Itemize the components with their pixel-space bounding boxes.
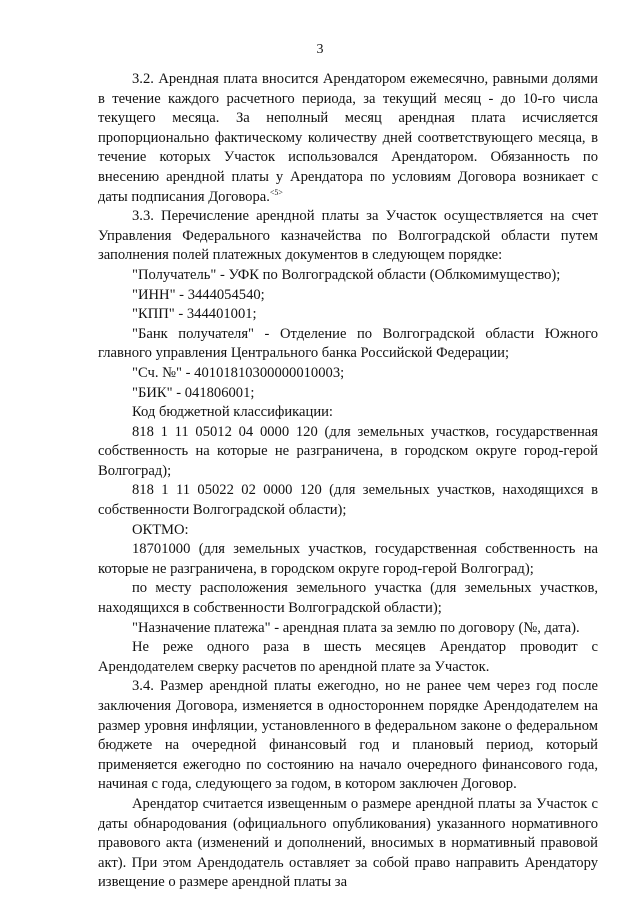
paragraph bbox=[98, 540, 598, 579]
paragraph-text: 818 1 11 05022 02 0000 120 (для земельных участков, находящихся в собственности Волгоградской области); bbox=[98, 482, 598, 519]
paragraph-text: "КПП" - 344401001; bbox=[132, 306, 257, 323]
paragraph bbox=[98, 384, 598, 404]
paragraph bbox=[98, 521, 598, 541]
paragraph-text: Код бюджетной классификации: bbox=[132, 404, 333, 421]
paragraph-text: по месту расположения земельного участка (для земельных участков, находящихся в собственности Волгоградской области); bbox=[98, 580, 598, 617]
paragraph-text: 3.3. Перечисление арендной платы за Участок осуществляется на счет Управления Федерального казначейства по Волгоградской области путем заполнения полей платежных документов в следующем порядке: bbox=[98, 208, 598, 264]
paragraph bbox=[98, 619, 598, 639]
paragraph bbox=[98, 364, 598, 384]
paragraph-text: ОКТМО: bbox=[132, 521, 189, 538]
paragraph-text: "Получатель" - УФК по Волгоградской области (Облкомимущество); bbox=[132, 266, 561, 283]
paragraph bbox=[98, 70, 598, 207]
paragraph bbox=[98, 266, 598, 286]
paragraph-text: "ИНН" - 3444054540; bbox=[132, 286, 265, 303]
page-number: 3 bbox=[316, 42, 324, 57]
footnote-marker: <5> bbox=[269, 187, 283, 197]
paragraph bbox=[98, 325, 598, 364]
paragraph bbox=[98, 795, 598, 893]
paragraph-text: 18701000 (для земельных участков, государственная собственность на которые не разграничена, в городском округе город-герой Волгоград); bbox=[98, 541, 598, 577]
paragraph bbox=[98, 305, 598, 325]
document-body bbox=[98, 70, 598, 893]
paragraph-text: 3.4. Размер арендной платы ежегодно, но не ранее чем через год после заключения Договора, изменяется в одностороннем порядке Арендодателем на размер уровня инфляции, установленного в федеральном законе о федеральном бюджете на очередной финансовый год и плановый период, который применяется ежегодно по состоянию на начало очередного финансового года, начиная с года, следующего за годом, в котором заключен Договор. bbox=[98, 678, 598, 793]
paragraph bbox=[98, 403, 598, 423]
paragraph-text: Арендатор считается извещенным о размере арендной платы за Участок с даты обнародования (официального опубликования) указанного нормативного правового акта (изменений и дополнений, вносимых в нормативный правовой акт). При этом Арендодатель оставляет за собой право направить Арендатору извещение о размере арендной платы за bbox=[98, 795, 598, 891]
paragraph bbox=[98, 286, 598, 306]
paragraph bbox=[98, 638, 598, 677]
paragraph bbox=[98, 207, 598, 266]
paragraph bbox=[98, 579, 598, 618]
paragraph bbox=[98, 423, 598, 482]
paragraph-text: "БИК" - 041806001; bbox=[132, 384, 255, 401]
paragraph-text: "Банк получателя" - Отделение по Волгоградской области Южного главного управления Центрального банка Российской Федерации; bbox=[98, 325, 598, 362]
paragraph bbox=[98, 481, 598, 520]
paragraph-text: Не реже одного раза в шесть месяцев Арендатор проводит с Арендодателем сверку расчетов по арендной плате за Участок. bbox=[98, 639, 598, 675]
paragraph bbox=[98, 677, 598, 795]
paragraph-text: "Сч. №" - 40101810300000010003; bbox=[132, 364, 345, 381]
paragraph-text: 3.2. Арендная плата вносится Арендатором ежемесячно, равными долями в течение каждого расчетного периода, за текущий месяц - до 10-го числа текущего месяца. За неполный месяц арендная плата исчисляется пропорционально фактическому количеству дней соответствующего месяца, в течение которых Участок использовался Арендатором. Обязанность по внесению арендной платы у Арендатора по условиям Договора возникает с даты подписания Договора. bbox=[98, 71, 598, 205]
paragraph-text: "Назначение платежа" - арендная плата за землю по договору (№, дата). bbox=[132, 619, 580, 636]
paragraph-text: 818 1 11 05012 04 0000 120 (для земельных участков, государственная собственность на которые не разграничена, в городском округе город-герой Волгоград); bbox=[98, 423, 598, 479]
